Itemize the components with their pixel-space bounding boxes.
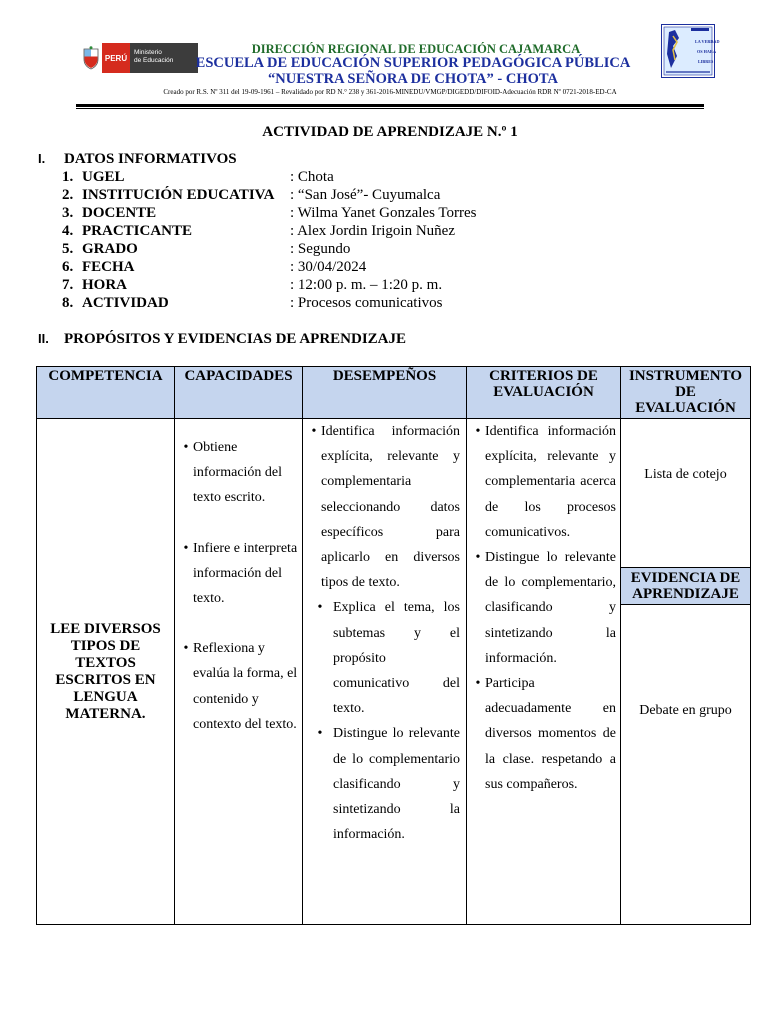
section-2-heading <box>38 331 406 348</box>
info-number: 2. <box>62 187 74 203</box>
info-row <box>62 186 662 204</box>
list-item <box>179 435 298 511</box>
info-label: DOCENTE <box>82 205 157 221</box>
info-value: : Segundo <box>290 241 351 257</box>
purposes-table <box>36 366 751 925</box>
desempeno-text: Distingue lo relevante de lo complementario clasificando y sintetizando la información. <box>333 726 460 843</box>
peru-coat-of-arms-icon <box>80 43 102 73</box>
bullet-icon: • <box>311 424 317 439</box>
info-value: : 12:00 p. m. – 1:20 p. m. <box>290 277 443 293</box>
competencia-cell: LEE DIVERSOS TIPOS DE TEXTOS ESCRITOS EN LENGUA MATERNA. <box>37 419 175 925</box>
bullet-icon: • <box>475 676 481 692</box>
section-2-number: II. <box>38 331 49 346</box>
info-number: 7. <box>62 277 74 293</box>
info-value: : 30/04/2024 <box>290 259 367 275</box>
capacidad-text: Reflexiona y evalúa la forma, el contenido y contexto del texto. <box>193 641 298 732</box>
list-item <box>307 595 460 721</box>
bullet-icon: • <box>475 550 481 566</box>
info-label: UGEL <box>82 169 125 185</box>
info-label: ACTIVIDAD <box>82 295 169 311</box>
info-value: : Wilma Yanet Gonzales Torres <box>290 205 477 221</box>
info-row <box>62 240 662 258</box>
info-row <box>62 168 662 186</box>
list-item <box>471 419 616 545</box>
regional-direction-title: DIRECCIÓN REGIONAL DE EDUCACIÓN CAJAMARCA <box>251 42 581 56</box>
info-label: HORA <box>82 277 127 293</box>
desempenos-cell <box>303 419 467 925</box>
ministry-of-education-logo <box>80 43 198 73</box>
info-label: GRADO <box>82 241 138 257</box>
school-crest-logo <box>661 24 720 78</box>
bullet-icon: • <box>183 440 189 455</box>
criterio-text: Participa adecuadamente en diversos momentos de la clase. respetando a sus compañeros. <box>485 676 616 792</box>
school-subtitle-line: “NUESTRA SEÑORA DE CHOTA” - CHOTA <box>268 71 558 87</box>
info-row <box>62 204 662 222</box>
school-name-line: ESCUELA DE EDUCACIÓN SUPERIOR PEDAGÓGICA PÚBLICA <box>195 55 631 71</box>
info-label: FECHA <box>82 259 135 275</box>
info-label: PRACTICANTE <box>82 223 193 239</box>
info-number: 8. <box>62 295 74 311</box>
criterio-text: Identifica información explícita, relevante y complementaria acerca de los procesos comunicativos. <box>485 424 616 540</box>
header-competencia: COMPETENCIA <box>37 367 175 419</box>
crest-text-2: OS HARÁ <box>697 49 716 54</box>
peru-label: PERÚ <box>102 43 130 73</box>
header-capacidades: CAPACIDADES <box>175 367 303 419</box>
section-2-title: PROPÓSITOS Y EVIDENCIAS DE APRENDIZAJE <box>64 331 407 347</box>
criterios-cell <box>467 419 621 925</box>
section-1-number: I. <box>38 151 46 166</box>
document-header <box>0 0 768 110</box>
list-item <box>307 419 460 595</box>
info-list <box>62 168 662 312</box>
bullet-icon: • <box>317 600 323 616</box>
crest-text-1: LA VERDAD <box>695 39 720 44</box>
info-number: 6. <box>62 259 74 275</box>
table-header-row <box>37 367 751 419</box>
table-row <box>37 419 751 925</box>
instrumento-cell <box>621 419 751 925</box>
info-number: 1. <box>62 169 74 185</box>
info-number: 4. <box>62 223 74 239</box>
info-label: INSTITUCIÓN EDUCATIVA <box>82 187 275 203</box>
capacidades-cell <box>175 419 303 925</box>
info-row <box>62 294 662 312</box>
list-item <box>471 545 616 671</box>
info-row <box>62 222 662 240</box>
list-item <box>179 636 298 737</box>
creation-resolution-note: Creado por R.S. Nº 311 del 19-09-1961 – Revalidado por RD N.° 238 y 361-2016-MINEDU/VMGP/DIGEDD/DIFOID-Adecuación RDR Nº 0721-2018-ED-CA <box>163 88 617 96</box>
info-value: : “San José”- Cuyumalca <box>290 187 441 203</box>
crest-text-3: LIBRES <box>698 59 714 64</box>
list-item <box>179 536 298 612</box>
activity-title: ACTIVIDAD DE APRENDIZAJE N.º 1 <box>262 124 518 140</box>
section-1-title: DATOS INFORMATIVOS <box>64 151 237 167</box>
info-value: : Procesos comunicativos <box>290 295 443 311</box>
header-instrumento: INSTRUMENTO DE EVALUACIÓN <box>621 367 751 419</box>
header-desempenos: DESEMPEÑOS <box>303 367 467 419</box>
info-row <box>62 276 662 294</box>
info-row <box>62 258 662 276</box>
capacidad-text: Obtiene información del texto escrito. <box>193 440 283 506</box>
bullet-icon: • <box>183 540 189 556</box>
list-item <box>471 671 616 797</box>
criterio-text: Distingue lo relevante de lo complementario, clasificando y sintetizando la información. <box>485 550 616 666</box>
header-divider-thin <box>76 108 704 109</box>
capacidad-text: Infiere e interpreta información del texto. <box>193 540 298 607</box>
header-criterios: CRITERIOS DE EVALUACIÓN <box>467 367 621 419</box>
list-item <box>307 721 460 847</box>
evidencia-header: EVIDENCIA DE APRENDIZAJE <box>621 567 750 605</box>
instrumento-value: Lista de cotejo <box>644 467 727 482</box>
desempeno-text: Identifica información explícita, relevante y complementaria seleccionando datos específicos para aplicarlo en diversos tipos de texto. <box>321 424 460 591</box>
info-value: : Chota <box>290 169 334 185</box>
bullet-icon: • <box>183 641 189 657</box>
header-divider <box>76 104 704 107</box>
info-number: 3. <box>62 205 74 221</box>
ministry-label <box>130 43 198 73</box>
bullet-icon: • <box>317 726 323 742</box>
evidencia-value: Debate en grupo <box>639 703 732 718</box>
desempeno-text: Explica el tema, los subtemas y el propósito comunicativo del texto. <box>333 600 460 717</box>
bullet-icon: • <box>475 424 481 439</box>
info-value: : Alex Jordin Irigoin Nuñez <box>290 223 455 239</box>
info-number: 5. <box>62 241 74 257</box>
section-1-heading <box>38 151 237 168</box>
ministry-line-2: de Educación <box>134 57 174 64</box>
ministry-line-1: Ministerio <box>134 49 162 56</box>
